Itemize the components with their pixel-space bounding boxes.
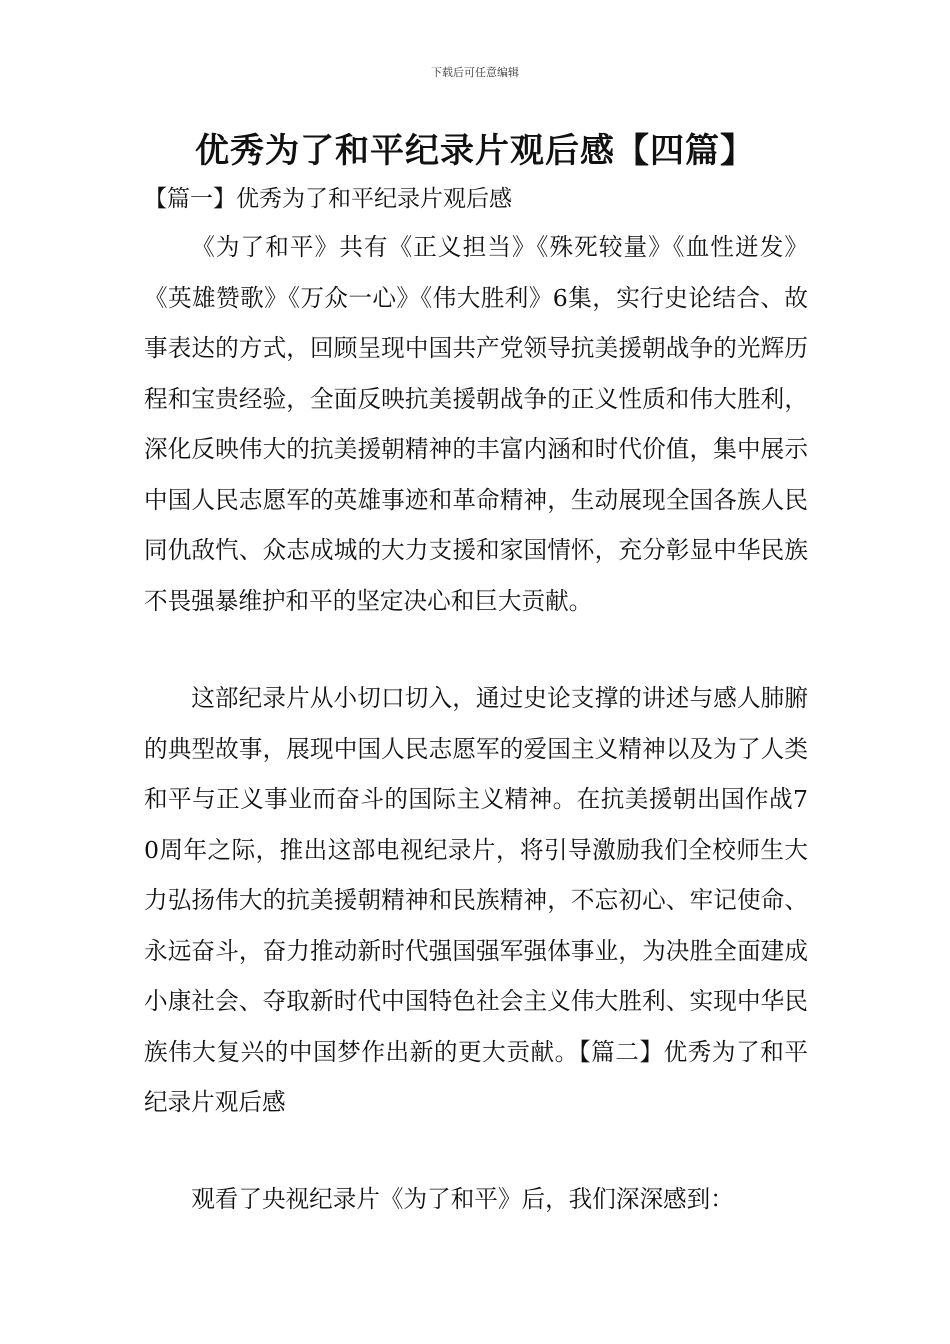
header-note: 下载后可任意编辑 <box>431 66 519 79</box>
body-paragraph-3: 观看了央视纪录片《为了和平》后，我们深深感到： <box>191 1185 734 1213</box>
body-paragraph-1: 《为了和平》共有《正义担当》《殊死较量》《血性迸发》《英雄赞歌》《万众一心》《伟大胜利》6集，实行史论结合、故事表达的方式，回顾呈现中国共产党领导抗美援朝战争的光辉历程和宝贵经验，全面反映抗美援朝战争的正义性质和伟大胜利，深化反映伟大的抗美援朝精神的丰富内涵和时代价值，集中展示中国人民志愿军的英雄事迹和革命精神，生动展现全国各族人民同仇敌忾、众志成城的大力支援和家国情怀，充分彰显中华民族不畏强暴维护和平的坚定决心和巨大贡献。 <box>144 233 808 615</box>
document-title: 优秀为了和平纪录片观后感【四篇】 <box>195 131 755 171</box>
section-heading-1: 【篇一】优秀为了和平纪录片观后感 <box>144 186 512 212</box>
body-paragraph-2: 这部纪录片从小切口切入，通过史论支撑的讲述与感人肺腑的典型故事，展现中国人民志愿军的爱国主义精神以及为了人类和平与正义事业而奋斗的国际主义精神。在抗美援朝出国作战70周年之际，推出这部电视纪录片，将引导激励我们全校师生大力弘扬伟大的抗美援朝精神和民族精神，不忘初心、牢记使命、永远奋斗，奋力推动新时代强国强军强体事业，为决胜全面建成小康社会、夺取新时代中国特色社会主义伟大胜利、实现中华民族伟大复兴的中国梦作出新的更大贡献。【篇二】优秀为了和平纪录片观后感 <box>144 684 808 1116</box>
